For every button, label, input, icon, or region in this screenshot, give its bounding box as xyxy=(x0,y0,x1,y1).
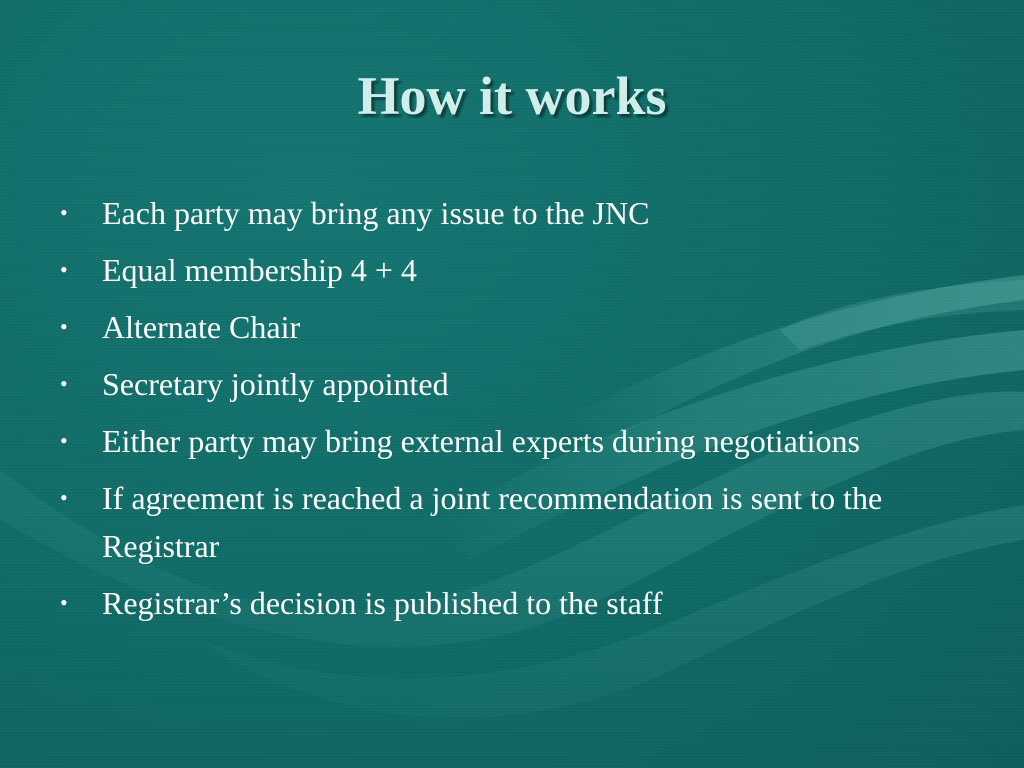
bullet-icon: • xyxy=(60,428,68,453)
bullet-item xyxy=(58,579,978,627)
bullet-item xyxy=(58,360,978,408)
bullet-text: Either party may bring external experts during negotiations xyxy=(102,423,860,459)
bullet-item xyxy=(58,417,978,465)
bullet-text: Each party may bring any issue to the JNC xyxy=(102,195,650,231)
bullet-list xyxy=(58,189,978,636)
bullet-text: Secretary jointly appointed xyxy=(102,366,449,402)
bullet-text: Alternate Chair xyxy=(102,309,301,345)
slide-title: How it works xyxy=(357,66,667,126)
bullet-icon: • xyxy=(60,257,68,282)
bullet-icon: • xyxy=(60,590,68,615)
bullet-text: Equal membership 4 + 4 xyxy=(102,252,417,288)
bullet-text: Registrar’s decision is published to the staff xyxy=(102,585,663,621)
bullet-icon: • xyxy=(60,485,68,510)
bullet-text: If agreement is reached a joint recommendation is sent to the Registrar xyxy=(102,480,883,564)
bullet-item xyxy=(58,189,978,237)
bullet-item xyxy=(58,246,978,294)
bullet-item xyxy=(58,474,978,570)
bullet-icon: • xyxy=(60,371,68,396)
bullet-icon: • xyxy=(60,314,68,339)
bullet-item xyxy=(58,303,978,351)
bullet-icon: • xyxy=(60,200,68,225)
